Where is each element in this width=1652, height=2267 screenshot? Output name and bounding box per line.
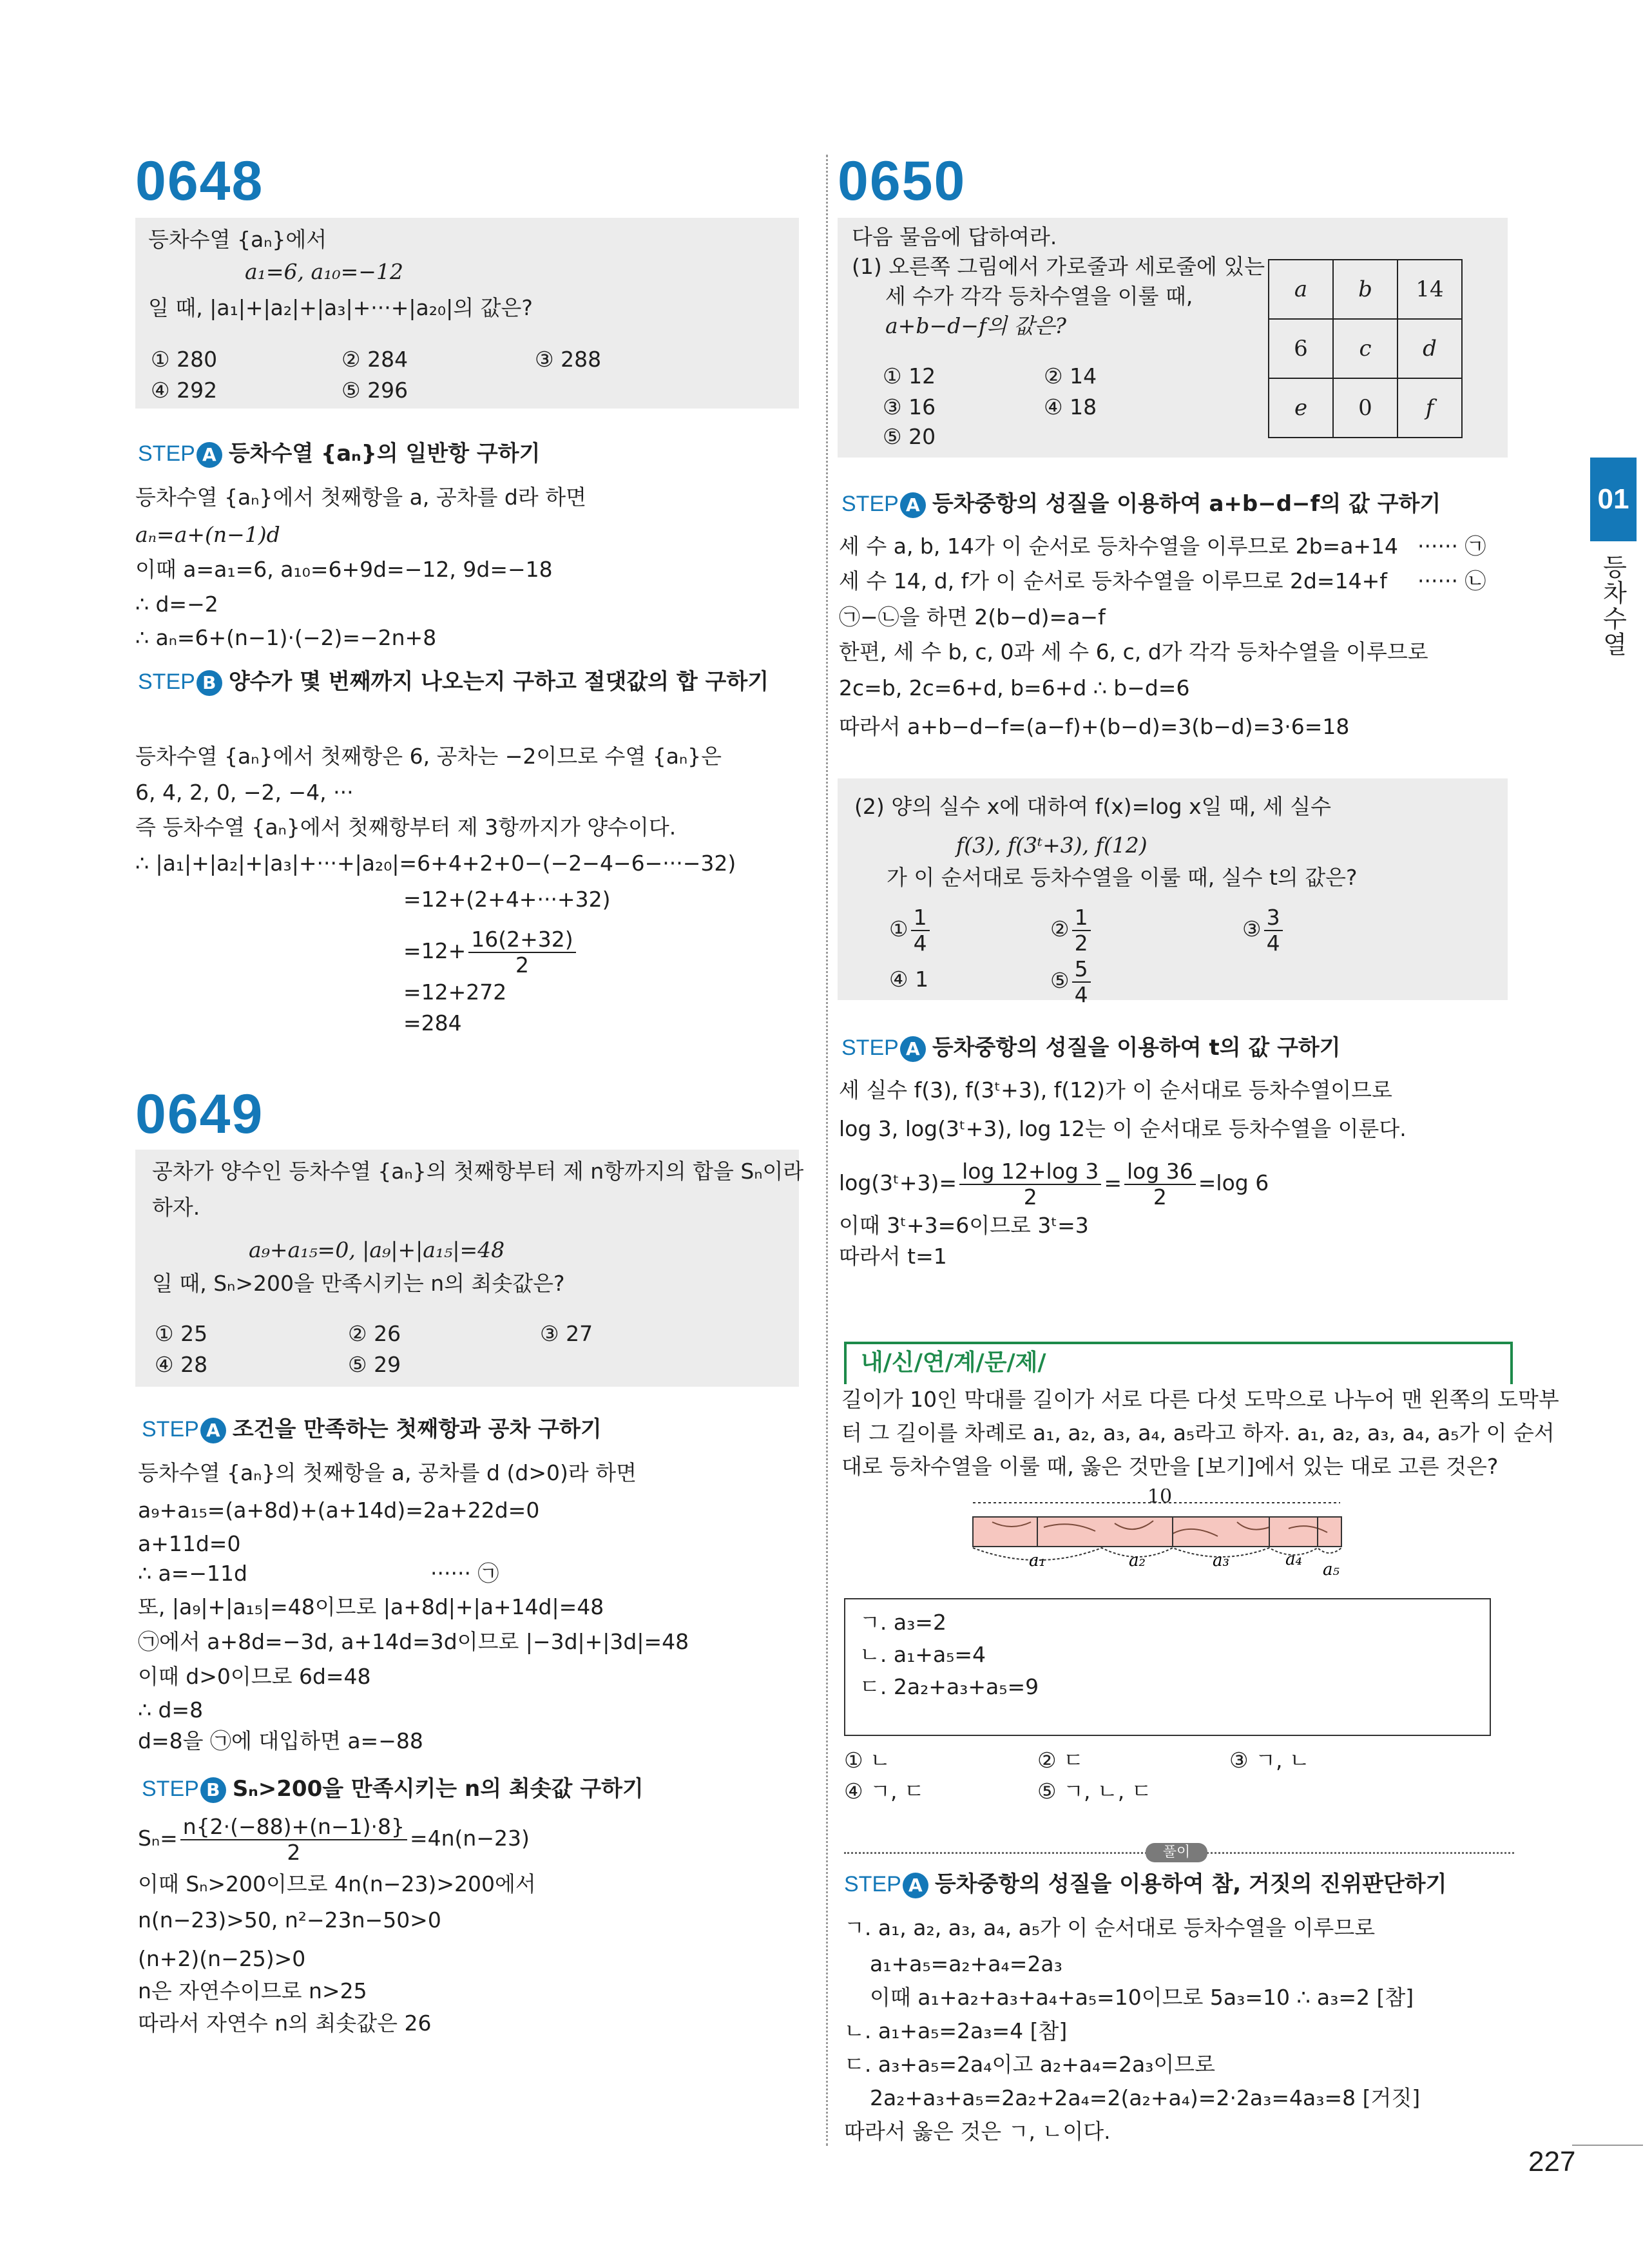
step-letter-badge: A: [200, 1418, 226, 1443]
segment-label: a₁: [1029, 1551, 1046, 1570]
solution-line: =284: [403, 1010, 462, 1036]
choice[interactable]: ④ 28: [155, 1352, 208, 1377]
solution-line: aₙ=a+(n−1)d: [135, 522, 280, 547]
page-number: 227: [1528, 2146, 1576, 2177]
solution-line: a₉+a₁₅=(a+8d)+(a+14d)=2a+22d=0: [138, 1498, 540, 1523]
question-equation: a₁=6, a₁₀=−12: [245, 259, 403, 284]
question-text: 세 수가 각각 등차수열을 이룰 때,: [885, 284, 1193, 309]
solution-line: log 3, log(3ᵗ+3), log 12는 이 순서대로 등차수열을 이룬다.: [839, 1116, 1407, 1141]
choice[interactable]: ① 12: [883, 363, 936, 389]
solution-line: 따라서 옳은 것은 ㄱ, ㄴ이다.: [844, 2119, 1111, 2144]
solution-line: ∴ a=−11d: [138, 1561, 247, 1586]
question-text: 가 이 순서대로 등차수열을 이룰 때, 실수 t의 값은?: [887, 865, 1358, 890]
segment-label: a₃: [1213, 1551, 1229, 1570]
step-title: Sₙ>200을 만족시키는 n의 최솟값 구하기: [232, 1776, 644, 1802]
bogi-item: ㄱ. a₃=2: [860, 1610, 946, 1635]
question-text: 다음 물음에 답하여라.: [852, 224, 1057, 249]
choice[interactable]: ① 280: [151, 347, 218, 372]
solution-line: 따라서 a+b−d−f=(a−f)+(b−d)=3(b−d)=3·6=18: [839, 714, 1350, 739]
fraction-denominator: 2: [1023, 1184, 1037, 1210]
question-text: 대로 등차수열을 이룰 때, 옳은 것만을 [보기]에서 있는 대로 고른 것은?: [841, 1454, 1499, 1479]
question-text: 공차가 양수인 등차수열 {aₙ}의 첫째항부터 제 n항까지의 합을 Sₙ이라: [152, 1159, 804, 1184]
solution-line: 즉 등차수열 {aₙ}에서 첫째항부터 제 3항까지가 양수이다.: [135, 815, 677, 840]
grid-cell: b: [1333, 260, 1397, 319]
equation-marker: ······ ㉠: [1417, 534, 1486, 559]
step-label: STEP: [138, 670, 195, 694]
solution-line: n은 자연수이므로 n>25: [138, 1978, 367, 2003]
solution-line: ㄷ. a₃+a₅=2a₄이고 a₂+a₄=2a₃이므로: [844, 2052, 1216, 2077]
solution-line: 이때 a=a₁=6, a₁₀=6+9d=−12, 9d=−18: [135, 557, 553, 582]
fraction-numerator: log 12+log 3: [959, 1159, 1101, 1185]
solution-text: =: [1104, 1170, 1122, 1195]
corner-rule: [1572, 2145, 1643, 2146]
step-title: 조건을 만족하는 첫째항과 공차 구하기: [232, 1416, 602, 1442]
solution-line: 2c=b, 2c=6+d, b=6+d ∴ b−d=6: [839, 675, 1190, 700]
solution-line: [403, 921, 579, 981]
step-letter-badge: A: [900, 492, 926, 518]
fraction-numerator: 5: [1072, 957, 1091, 983]
choice[interactable]: ② 284: [341, 347, 408, 372]
question-equation: f(3), f(3ᵗ+3), f(12): [956, 833, 1148, 858]
step-label: STEP: [841, 492, 899, 516]
choice[interactable]: ③ 27: [540, 1321, 593, 1346]
choice[interactable]: ⑤ ㄱ, ㄴ, ㄷ: [1037, 1779, 1152, 1804]
problem-number: 0648: [135, 150, 264, 212]
question-text: 등차수열 {aₙ}에서: [148, 227, 327, 252]
choice[interactable]: ③ 16: [883, 394, 936, 420]
solution-line: 세 수 14, d, f가 이 순서로 등차수열을 이루므로 2d=14+f: [839, 568, 1387, 593]
problem-number: 0650: [838, 150, 966, 212]
step-title: 등차중항의 성질을 이용하여 참, 거짓의 진위판단하기: [934, 1871, 1447, 1897]
solution-line: d=8을 ㉠에 대입하면 a=−88: [138, 1728, 423, 1753]
question-text: (2) 양의 실수 x에 대하여 f(x)=log x일 때, 세 실수: [854, 794, 1331, 819]
solution-line: =12+(2+4+···+32): [403, 887, 611, 912]
solution-line: ∴ |a₁|+|a₂|+|a₃|+···+|a₂₀|=6+4+2+0−(−2−4−6−···−32): [135, 851, 736, 876]
choice[interactable]: ④ 292: [151, 378, 218, 403]
step-header: [138, 439, 540, 468]
choice[interactable]: ④ ㄱ, ㄷ: [844, 1779, 925, 1804]
fraction-denominator: 2: [287, 1839, 301, 1865]
step-header: [841, 490, 1441, 518]
step-title: 등차수열 {aₙ}의 일반항 구하기: [228, 441, 541, 467]
solution-line: 6, 4, 2, 0, −2, −4, ···: [135, 780, 354, 805]
choice[interactable]: ① ㄴ: [844, 1748, 890, 1773]
fraction-denominator: 4: [1266, 930, 1280, 956]
fraction-numerator: 16(2+32): [468, 927, 575, 953]
fraction-denominator: 2: [515, 952, 529, 978]
grid-cell: f: [1397, 378, 1462, 438]
solution-line: [138, 1809, 530, 1867]
solution-line: 등차수열 {aₙ}에서 첫째항을 a, 공차를 d라 하면: [135, 485, 587, 510]
bogi-item: ㄷ. 2a₂+a₃+a₅=9: [860, 1674, 1039, 1699]
stick: [973, 1517, 1341, 1547]
question-text: 일 때, Sₙ>200을 만족시키는 n의 최솟값은?: [152, 1271, 565, 1296]
question-text: 터 그 길이를 차례로 a₁, a₂, a₃, a₄, a₅라고 하자. a₁, a₂, a₃, a₄, a₅가 이 순서: [841, 1420, 1555, 1445]
step-header: [142, 1415, 602, 1443]
solution-line: ㄱ. a₁, a₂, a₃, a₄, a₅가 이 순서대로 등차수열을 이루므로: [844, 1915, 1376, 1940]
choice-number: ⑤: [1050, 968, 1070, 993]
fraction-numerator: 1: [1072, 905, 1091, 931]
question-equation: a₉+a₁₅=0, |a₉|+|a₁₅|=48: [249, 1237, 505, 1262]
segment-label: a₂: [1129, 1551, 1146, 1570]
segment-label: a₅: [1323, 1560, 1340, 1579]
grid-cell: a: [1269, 260, 1333, 319]
solution-line: a+11d=0: [138, 1531, 241, 1556]
solution-line: 이때 3ᵗ+3=6이므로 3ᵗ=3: [839, 1213, 1089, 1238]
solution-text: =4n(n−23): [409, 1826, 530, 1851]
choice[interactable]: ⑤ 296: [341, 378, 408, 403]
solution-line: ㉠−㉡을 하면 2(b−d)=a−f: [839, 604, 1106, 630]
bogi-item: ㄴ. a₁+a₅=4: [860, 1642, 986, 1667]
choice[interactable]: ⑤ 20: [883, 424, 936, 449]
solution-line: =12+272: [403, 979, 507, 1005]
fraction-numerator: log 36: [1124, 1159, 1196, 1185]
stick-figure: [966, 1489, 1366, 1592]
fraction-denominator: 4: [913, 930, 927, 956]
step-title: 등차중항의 성질을 이용하여 t의 값 구하기: [932, 1035, 1341, 1061]
grid-cell: d: [1397, 319, 1462, 378]
solution-line: n(n−23)>50, n²−23n−50>0: [138, 1907, 441, 1933]
solution-line: 등차수열 {aₙ}의 첫째항을 a, 공차를 d (d>0)라 하면: [138, 1460, 637, 1485]
choice[interactable]: ③ ㄱ, ㄴ: [1229, 1748, 1310, 1773]
solution-line: 이때 Sₙ>200이므로 4n(n−23)>200에서: [138, 1871, 536, 1896]
solution-line: 또, |a₉|+|a₁₅|=48이므로 |a+8d|+|a+14d|=48: [138, 1594, 604, 1619]
solution-line: (n+2)(n−25)>0: [138, 1946, 306, 1971]
question-text: a+b−d−f의 값은?: [885, 313, 1066, 338]
grid-cell: e: [1269, 378, 1333, 438]
grid-cell: c: [1333, 319, 1397, 378]
step-letter-badge: B: [197, 670, 222, 696]
step-title: 양수가 몇 번째까지 나오는지 구하고 절댓값의 합 구하기: [228, 669, 769, 695]
choice-number: ①: [889, 916, 908, 941]
choice-number: ③: [1242, 916, 1262, 941]
step-header: [138, 668, 769, 696]
solution-line: 2a₂+a₃+a₅=2a₂+2a₄=2(a₂+a₄)=2·2a₃=4a₃=8 [거짓]: [870, 2085, 1421, 2110]
equation-marker: ······ ㉠: [430, 1561, 499, 1586]
chapter-tab[interactable]: 01: [1590, 458, 1637, 541]
question-text: 하자.: [152, 1195, 200, 1220]
problem-number: 0649: [135, 1083, 264, 1145]
choice[interactable]: ⑤ 29: [348, 1352, 401, 1377]
solution-text: log(3ᵗ+3)=: [839, 1170, 957, 1195]
step-label: STEP: [841, 1036, 899, 1060]
solution-text: =log 6: [1198, 1170, 1269, 1195]
fraction-numerator: n{2·(−88)+(n−1)·8}: [180, 1815, 407, 1840]
step-label: STEP: [844, 1872, 901, 1896]
choice[interactable]: ④ 1: [889, 967, 929, 992]
step-label: STEP: [142, 1417, 199, 1442]
chapter-title: 등차수열: [1599, 554, 1627, 657]
solution-text: Sₙ=: [138, 1826, 178, 1851]
choice[interactable]: [1050, 900, 1093, 959]
solution-line: 세 실수 f(3), f(3ᵗ+3), f(12)가 이 순서대로 등차수열이므로: [839, 1077, 1392, 1103]
step-letter-badge: A: [900, 1036, 926, 1062]
choice[interactable]: ② 26: [348, 1321, 401, 1346]
solution-line: 따라서 자연수 n의 최솟값은 26: [138, 2011, 432, 2036]
grid-cell: 14: [1397, 260, 1462, 319]
step-letter-badge: B: [200, 1777, 226, 1803]
choice[interactable]: [1050, 951, 1093, 1010]
solution-line: [839, 1153, 1269, 1213]
fraction-numerator: 3: [1264, 905, 1283, 931]
choice[interactable]: [1242, 900, 1285, 959]
choice[interactable]: ② 14: [1044, 363, 1097, 389]
choice[interactable]: ③ 288: [535, 347, 602, 372]
number-grid: [1268, 259, 1463, 438]
step-title: 등차중항의 성질을 이용하여 a+b−d−f의 값 구하기: [932, 491, 1441, 517]
solution-line: ∴ aₙ=6+(n−1)·(−2)=−2n+8: [135, 625, 437, 650]
solution-line: ∴ d=8: [138, 1697, 204, 1722]
step-header: [841, 1034, 1341, 1062]
step-header: [844, 1870, 1446, 1898]
choice[interactable]: [889, 900, 932, 959]
equation-marker: ······ ㉡: [1417, 568, 1486, 593]
solution-text: =12+: [403, 938, 466, 963]
grid-cell: 0: [1333, 378, 1397, 438]
question-text: 길이가 10인 막대를 길이가 서로 다른 다섯 도막으로 나누어 맨 왼쪽의 도막부: [841, 1387, 1559, 1412]
question-text: 일 때, |a₁|+|a₂|+|a₃|+···+|a₂₀|의 값은?: [148, 295, 533, 320]
grid-cell: 6: [1269, 319, 1333, 378]
solution-line: 따라서 t=1: [839, 1244, 947, 1269]
solution-line: ∴ d=−2: [135, 592, 218, 617]
solution-line: 이때 d>0이므로 6d=48: [138, 1664, 371, 1689]
step-letter-badge: A: [903, 1873, 928, 1898]
solution-line: 이때 a₁+a₂+a₃+a₄+a₅=10이므로 5a₃=10 ∴ a₃=2 [참]: [870, 1985, 1414, 2010]
column-divider: [826, 155, 829, 2146]
choice[interactable]: ④ 18: [1044, 394, 1097, 420]
choice[interactable]: ② ㄷ: [1037, 1748, 1084, 1773]
step-letter-badge: A: [197, 442, 222, 468]
solution-line: ㉠에서 a+8d=−3d, a+14d=3d이므로 |−3d|+|3d|=48: [138, 1629, 689, 1654]
solution-line: 세 수 a, b, 14가 이 순서로 등차수열을 이루므로 2b=a+14: [839, 534, 1399, 559]
solution-line: ㄴ. a₁+a₅=2a₃=4 [참]: [844, 2018, 1068, 2043]
step-label: STEP: [142, 1777, 199, 1801]
fraction: [468, 927, 575, 978]
fraction-denominator: 2: [1074, 930, 1088, 956]
fraction-denominator: 2: [1153, 1184, 1167, 1210]
segment-label: a₄: [1285, 1550, 1302, 1569]
step-label: STEP: [138, 441, 195, 466]
choice-number: ②: [1050, 916, 1070, 941]
naesin-title: 내/신/연/계/문/제/: [861, 1349, 1046, 1376]
fraction: [180, 1815, 407, 1865]
question-text: (1) 오른쪽 그림에서 가로줄과 세로줄에 있는: [852, 254, 1265, 279]
solution-badge: 풀이: [1146, 1843, 1207, 1862]
length-label: 10: [1147, 1489, 1173, 1508]
solution-line: a₁+a₅=a₂+a₄=2a₃: [870, 1951, 1062, 1976]
fraction-numerator: 1: [911, 905, 930, 931]
solution-line: 한편, 세 수 b, c, 0과 세 수 6, c, d가 각각 등차수열을 이루므로: [839, 639, 1428, 664]
fraction-denominator: 4: [1074, 981, 1088, 1007]
step-header: [142, 1775, 644, 1803]
choice[interactable]: ① 25: [155, 1321, 208, 1346]
solution-line: 등차수열 {aₙ}에서 첫째항은 6, 공차는 −2이므로 수열 {aₙ}은: [135, 744, 722, 769]
